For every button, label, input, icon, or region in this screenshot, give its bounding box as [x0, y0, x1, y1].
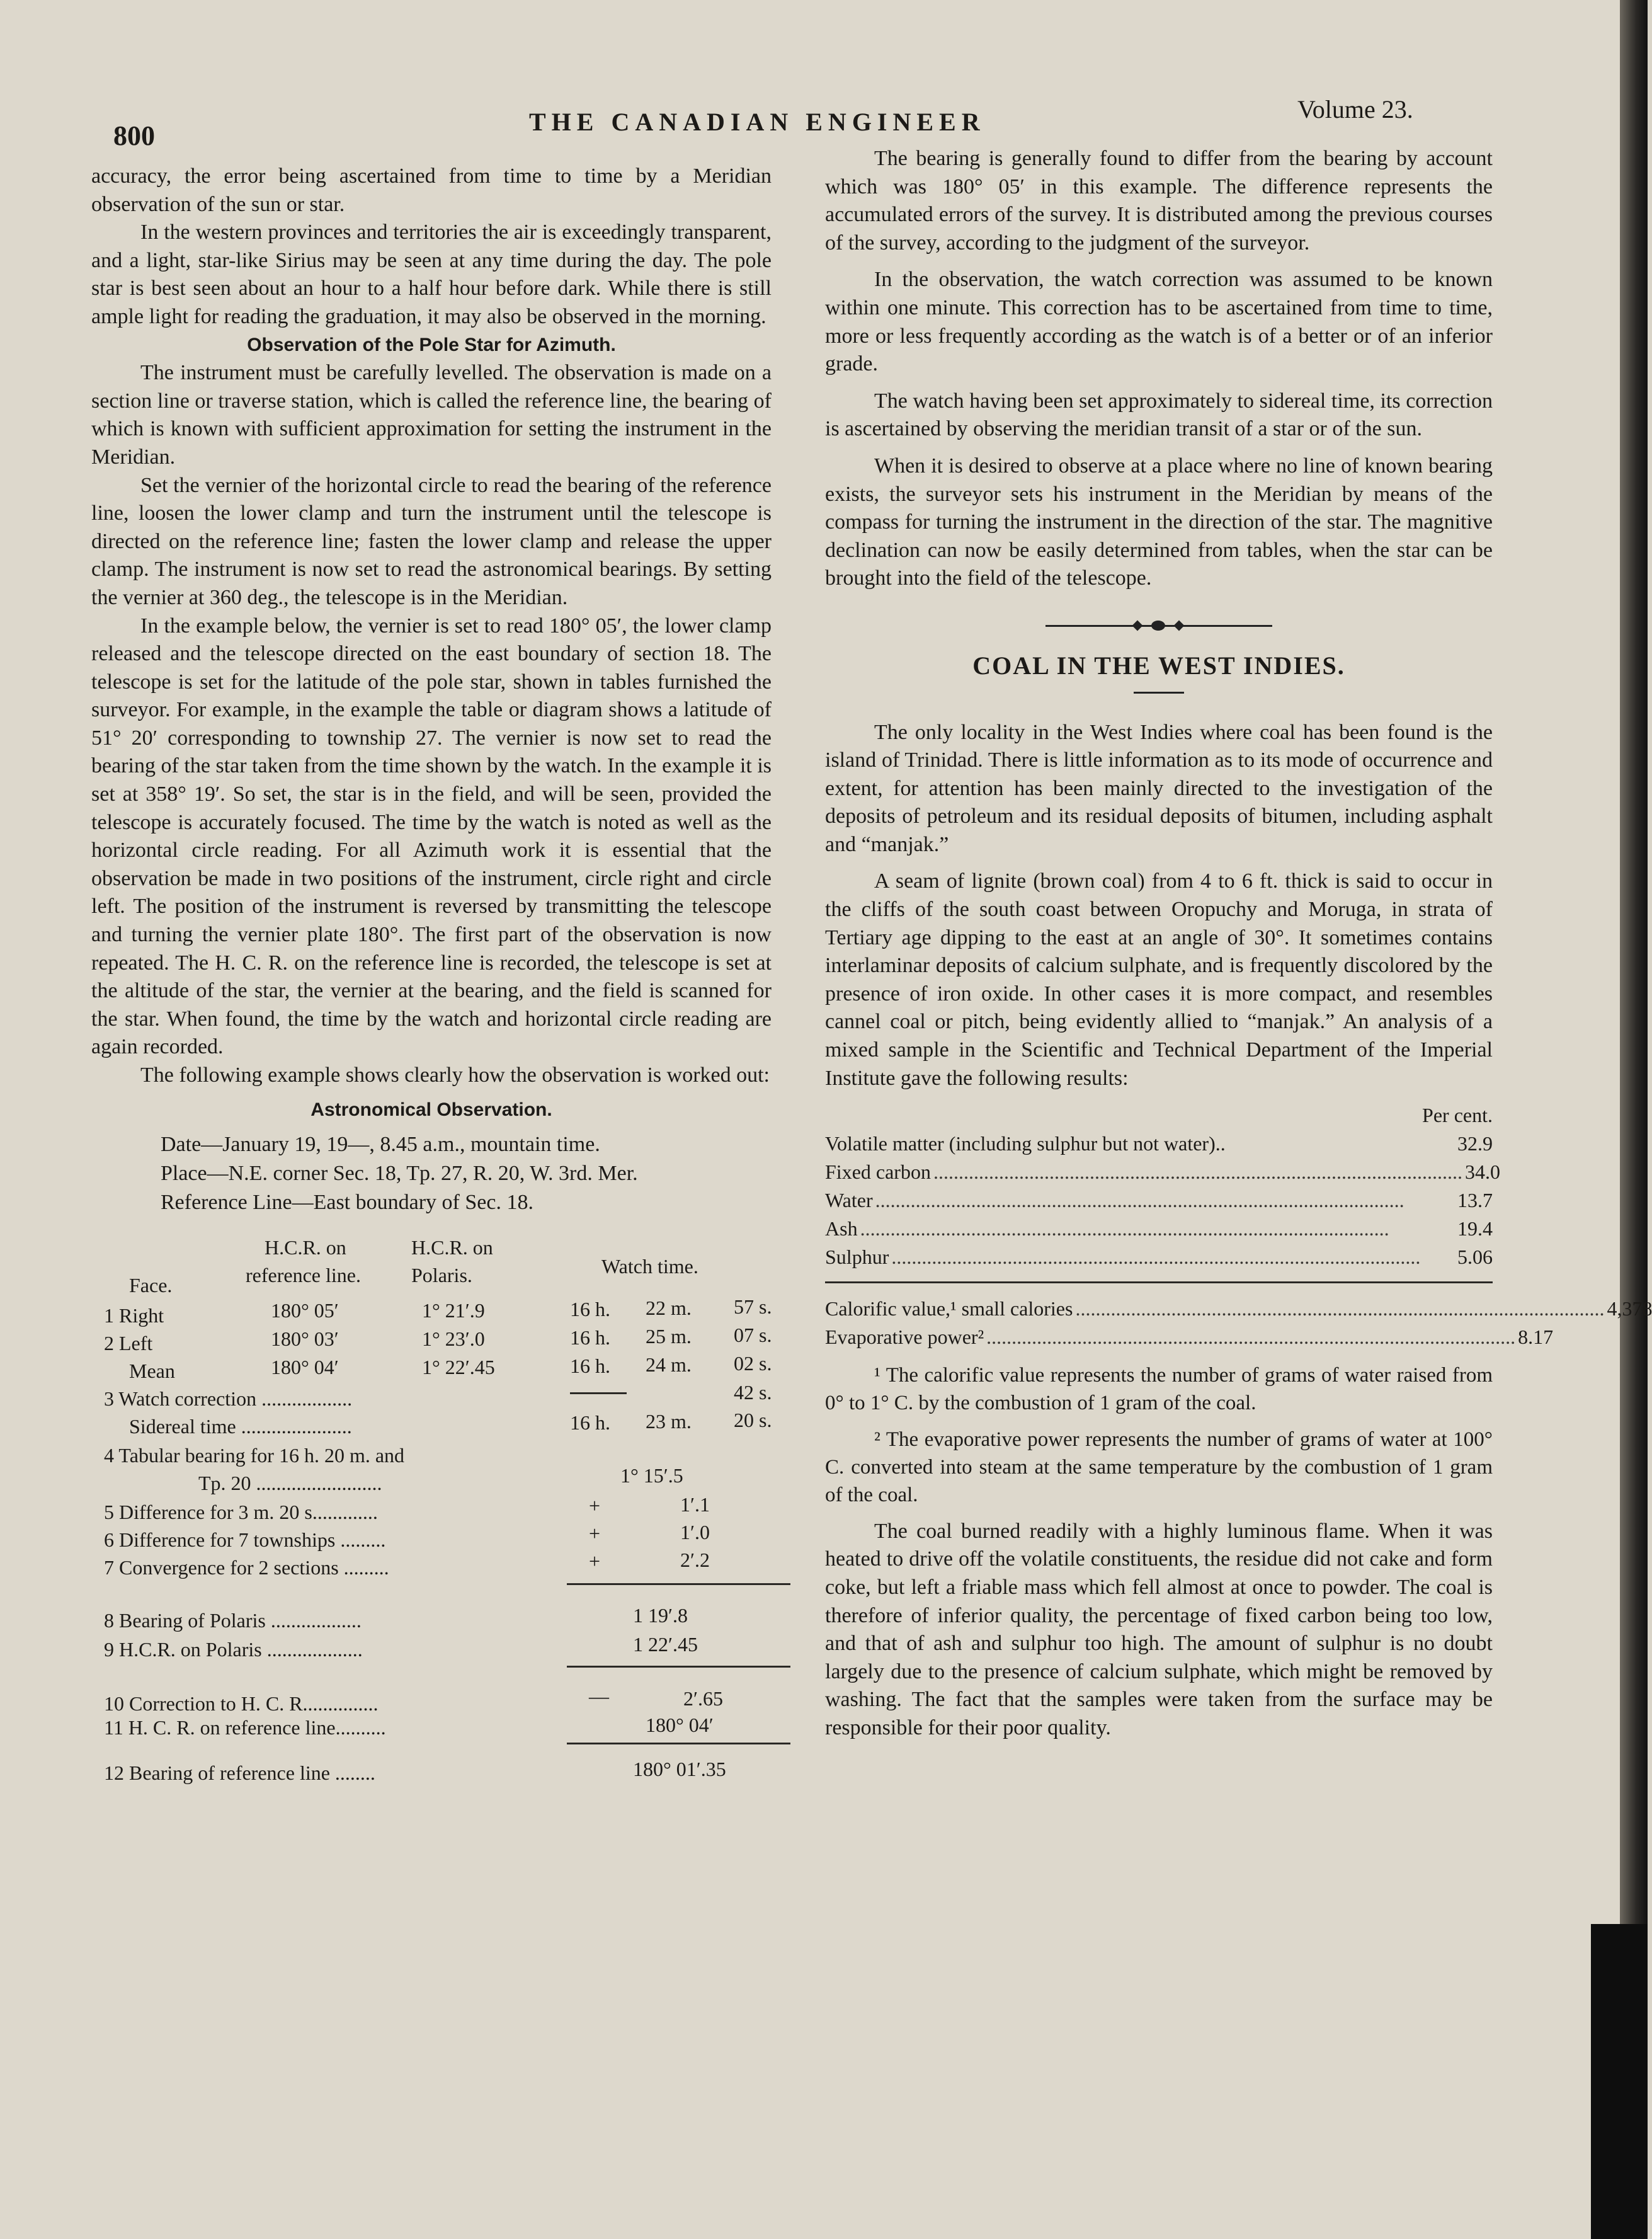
- analysis-row: Sulphur ......................................................................................................... 5.06: [825, 1243, 1493, 1271]
- table-cell: 1° 15′.5: [620, 1464, 683, 1487]
- analysis-label: Water: [825, 1188, 873, 1211]
- analysis-label: Sulphur: [825, 1245, 889, 1268]
- table-cell: 42 s.: [734, 1381, 772, 1404]
- table-cell: 9 H.C.R. on Polaris ...................: [104, 1638, 363, 1661]
- table-cell: 11 H. C. R. on reference line..........: [104, 1716, 386, 1739]
- page-header: [113, 88, 1436, 151]
- analysis-row: Calorific value,¹ small calories ......................................................................................................... 4,378: [825, 1295, 1493, 1323]
- table-cell: 1′.0: [680, 1521, 710, 1544]
- analysis-row: Fixed carbon ......................................................................................................... 34.0: [825, 1158, 1493, 1186]
- table-cell: 1′.1: [680, 1493, 710, 1516]
- title-rule: [1134, 692, 1184, 694]
- table-header: Face.: [129, 1274, 173, 1297]
- meta-place: Place—N.E. corner Sec. 18, Tp. 27, R. 20, W. 3rd. Mer.: [161, 1162, 638, 1186]
- table-cell: 1° 22′.45: [422, 1356, 495, 1379]
- analysis-rule: [825, 1281, 1493, 1283]
- table-cell: 3 Watch correction ..................: [104, 1387, 353, 1411]
- table-cell: +: [589, 1550, 601, 1573]
- table-cell: 180° 01′.35: [633, 1758, 726, 1781]
- table-rule: [567, 1666, 790, 1668]
- analysis-value: 4,378: [1607, 1297, 1652, 1320]
- paragraph: Set the vernier of the horizontal circle to read the bearing of the reference line, loosen the lower clamp and turn the instrument until the telescope is directed on the reference line; fasten the lower clamp and release the upper clamp. The instrument is now set to read the astronomical bearings. By setting the vernier at 360 deg., the telescope is in the Meridian.: [91, 473, 772, 609]
- paragraph: The coal burned readily with a highly luminous flame. When it was heated to drive off the volatile constituents, the residue did not cake and form coke, but left a friable mass which fell almost at once to powder. The coal is therefore of inferior quality, the percentage of fixed carbon being too low, and that of ash and sulphur too high. The amount of sulphur is no doubt largely due to the presence of calcium sulphate, which might be removed by washing. The fact that the samples were taken from the surface may be responsible for their poor quality.: [825, 1519, 1493, 1739]
- analysis-label: Evaporative power²: [825, 1325, 984, 1348]
- observation-table: [91, 1234, 784, 1788]
- table-cell: 2 Left: [104, 1332, 153, 1355]
- book-edge: [1620, 0, 1648, 2239]
- table-cell: —: [589, 1685, 609, 1708]
- book-edge-shadow: [1591, 1924, 1648, 2239]
- paragraph: The following example shows clearly how the observation is worked out:: [140, 1063, 770, 1087]
- table-cell: 25 m.: [646, 1325, 692, 1348]
- meta-date: Date—January 19, 19—, 8.45 a.m., mountain time.: [161, 1133, 600, 1157]
- analysis-row: Ash ......................................................................................................... 19.4: [825, 1215, 1493, 1243]
- analysis-value: 19.4: [1457, 1217, 1493, 1240]
- paragraph: In the observation, the watch correction was assumed to be known within one minute. This correction has to be ascertained from time to time, more or less frequently according as the watch is of a better or of an inferior grade.: [825, 268, 1493, 376]
- table-cell: Sidereal time ......................: [129, 1415, 352, 1438]
- observation-meta: [161, 1130, 772, 1217]
- analysis-label: Calorific value,¹ small calories: [825, 1297, 1073, 1320]
- table-cell: 180° 04′: [646, 1714, 714, 1737]
- journal-title: THE CANADIAN ENGINEER: [529, 108, 986, 136]
- table-header: Polaris.: [411, 1264, 472, 1287]
- table-header: reference line.: [246, 1264, 361, 1287]
- analysis-row: Water ......................................................................................................... 13.7: [825, 1186, 1493, 1215]
- table-cell: +: [589, 1494, 601, 1518]
- analysis-label: Fixed carbon: [825, 1160, 931, 1183]
- paragraph: The instrument must be carefully levelled. The observation is made on a section line or traverse station, which is called the reference line, the bearing of which is known with sufficient approximation for setting the instrument in the Meridian.: [91, 361, 772, 469]
- table-cell: Mean: [129, 1360, 175, 1383]
- table-cell: 8 Bearing of Polaris ..................: [104, 1609, 362, 1632]
- table-cell: 6 Difference for 7 townships .........: [104, 1528, 386, 1552]
- table-cell: 10 Correction to H. C. R...............: [104, 1692, 379, 1715]
- analysis-value: 32.9: [1457, 1131, 1493, 1155]
- analysis-value: 34.0: [1464, 1160, 1500, 1183]
- analysis-header: Per cent.: [1422, 1104, 1493, 1127]
- table-cell: 07 s.: [734, 1324, 772, 1347]
- analysis-label: Volatile matter (including sulphur but not water)..: [825, 1131, 1226, 1155]
- paragraph: The watch having been set approximately to sidereal time, its correction is ascertained by observing the meridian transit of a star or of the sun.: [825, 389, 1493, 441]
- table-cell: 16 h.: [570, 1411, 610, 1434]
- analysis-row: Evaporative power² ......................................................................................................... 8.17: [825, 1323, 1493, 1351]
- table-header: H.C.R. on: [265, 1236, 346, 1259]
- paragraph: When it is desired to observe at a place where no line of known bearing exists, the surveyor sets his instrument in the Meridian by means of the compass for turning the instrument in the direction of the star. The magnitive declination can now be easily determined from tables, when the star can be brought into the field of the telescope.: [825, 454, 1493, 590]
- section-heading: Astronomical Observation.: [310, 1099, 552, 1120]
- paragraph: The bearing is generally found to differ from the bearing by account which was 180° 05′ in this example. The difference represents the accumulated errors of the survey. It is distributed among the previous courses of the survey, according to the judgment of the surveyor.: [825, 147, 1493, 255]
- left-column: [91, 163, 772, 1788]
- table-cell: 16 h.: [570, 1354, 610, 1378]
- table-cell: 16 h.: [570, 1298, 610, 1321]
- table-cell: 16 h.: [570, 1326, 610, 1349]
- table-rule: [570, 1392, 627, 1394]
- page-number: 800: [113, 120, 155, 151]
- analysis-table: [825, 1101, 1652, 1351]
- table-header: H.C.R. on: [411, 1236, 493, 1259]
- meta-reference: Reference Line—East boundary of Sec. 18.: [161, 1191, 533, 1215]
- table-cell: 23 m.: [646, 1410, 692, 1433]
- analysis-value: 5.06: [1457, 1245, 1493, 1268]
- table-cell: 57 s.: [734, 1295, 772, 1319]
- table-cell: 4 Tabular bearing for 16 h. 20 m. and: [104, 1444, 405, 1467]
- table-cell: +: [589, 1522, 601, 1545]
- footnote: ¹ The calorific value represents the number of grams of water raised from 0° to 1° C. by the combustion of 1 gram of the coal.: [825, 1363, 1493, 1414]
- paragraph: The only locality in the West Indies where coal has been found is the island of Trinidad. There is little information as to its mode of occurrence and extent, for attention has been mainly directed to the investigation of the deposits of petroleum and its residual deposits of bitumen, including asphalt and “manjak.”: [825, 720, 1493, 856]
- volume-label: Volume 23.: [1297, 95, 1413, 123]
- table-cell: 7 Convergence for 2 sections .........: [104, 1556, 389, 1579]
- table-cell: 1 22′.45: [633, 1633, 698, 1656]
- ornament-divider: [1045, 618, 1272, 633]
- table-cell: 2′.65: [683, 1687, 723, 1710]
- analysis-label: Ash: [825, 1217, 858, 1240]
- paragraph: A seam of lignite (brown coal) from 4 to 6 ft. thick is said to occur in the cliffs of the south coast between Oropuchy and Moruga, in strata of Tertiary age dipping to the east at an angle of 30°. It sometimes contains interlaminar deposits of calcium sulphate, and is frequently discolored by the presence of iron oxide. In other cases it is more compact, and resembles cannel coal or pitch, being evidently allied to “manjak.” An analysis of a mixed sample in the Scientific and Technical Department of the Imperial Institute gave the following results:: [825, 869, 1493, 1090]
- paragraph: accuracy, the error being ascertained from time to time by a Meridian observation of the sun or star.: [91, 164, 772, 216]
- analysis-row: [825, 1130, 1493, 1158]
- table-cell: 22 m.: [646, 1297, 692, 1320]
- table-cell: 180° 05′: [271, 1299, 339, 1322]
- table-cell: 1 Right: [104, 1304, 164, 1327]
- analysis-value: 8.17: [1518, 1325, 1554, 1348]
- table-cell: 24 m.: [646, 1353, 692, 1377]
- table-cell: 180° 04′: [271, 1356, 339, 1379]
- table-cell: 20 s.: [734, 1409, 772, 1432]
- table-cell: 1 19′.8: [633, 1604, 688, 1627]
- table-cell: 2′.2: [680, 1549, 710, 1572]
- right-column: [825, 145, 1652, 1751]
- section-heading: Observation of the Pole Star for Azimuth.: [247, 334, 616, 355]
- table-cell: 1° 23′.0: [422, 1327, 485, 1351]
- table-cell: 02 s.: [734, 1352, 772, 1375]
- table-cell: 12 Bearing of reference line ........: [104, 1761, 375, 1785]
- table-header: Watch time.: [601, 1255, 698, 1278]
- table-cell: 1° 21′.9: [422, 1299, 485, 1322]
- table-cell: 5 Difference for 3 m. 20 s.............: [104, 1501, 378, 1524]
- analysis-value: 13.7: [1457, 1188, 1493, 1211]
- table-rule: [567, 1743, 790, 1744]
- article-title: COAL IN THE WEST INDIES.: [972, 651, 1345, 680]
- table-cell: 180° 03′: [271, 1327, 339, 1351]
- paragraph: In the example below, the vernier is set to read 180° 05′, the lower clamp released and the telescope directed on the east boundary of section 18. The telescope is set for the latitude of the pole star, shown in tables furnished the surveyor. For example, in the example the table or diagram shows a latitude of 51° 20′ corresponding to township 27. The vernier is now set to read the bearing of the star taken from the time shown by the watch. In the example it is set at 358° 19′. So set, the star is in the field, and will be seen, provided the telescope is accurately focused. The time by the watch is noted as well as the horizontal circle reading. For all Azimuth work it is essential that the observation be made in two positions of the instrument, circle right and circle left. The position of the instrument is reversed by transmitting the telescope and turning the vernier plate 180°. The first part of the observation is now repeated. The H. C. R. on the reference line is recorded, the telescope is set at the altitude of the star, the vernier at the bearing, and the field is scanned for the star. When found, the time by the watch and horizontal circle reading are again recorded.: [91, 614, 772, 1059]
- paragraph: In the western provinces and territories the air is exceedingly transparent, and a light, star-like Sirius may be seen at any time during the day. The pole star is best seen about an hour to a half hour before dark. While there is still ample light for reading the graduation, it may also be observed in the morning.: [91, 220, 772, 328]
- table-cell: Tp. 20 .........................: [198, 1472, 382, 1495]
- footnote: ² The evaporative power represents the number of grams of water at 100° C. converted into steam at the same temperature by the combustion of 1 gram of the coal.: [825, 1428, 1493, 1506]
- table-rule: [567, 1583, 790, 1585]
